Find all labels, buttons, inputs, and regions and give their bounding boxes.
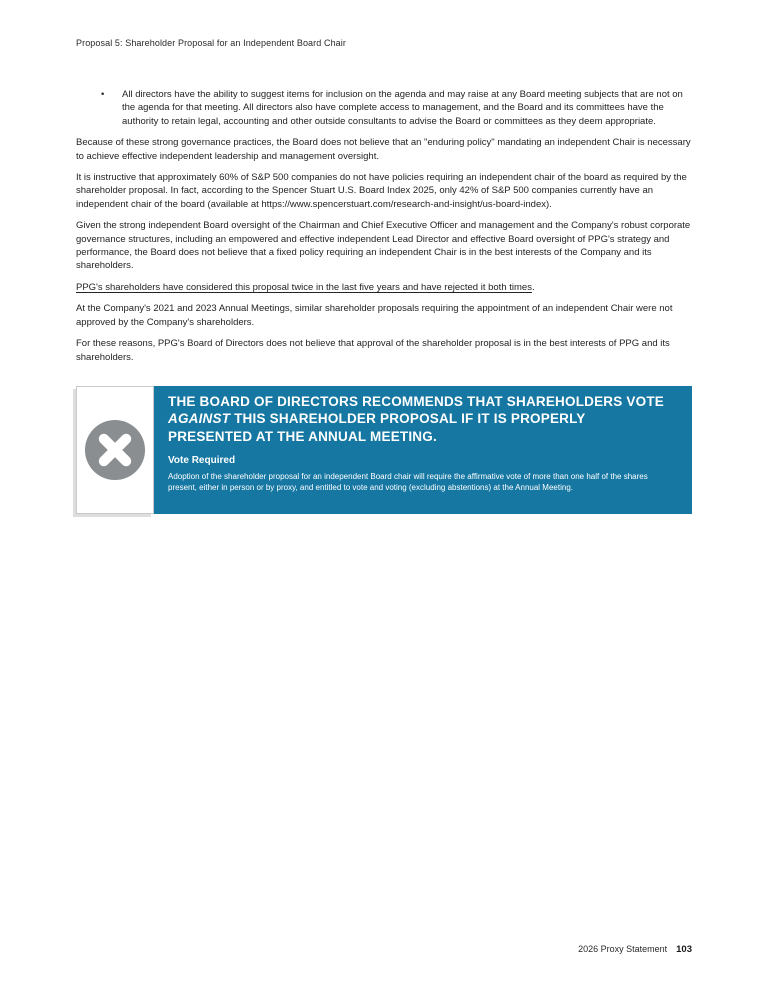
board-recommendation-box: [76, 386, 692, 514]
page-number: 103: [676, 944, 692, 955]
heading-text-pre: THE BOARD OF DIRECTORS RECOMMENDS THAT SHAREHOLDERS VOTE: [168, 393, 664, 409]
vote-required-text: Adoption of the shareholder proposal for an independent Board chair will require the affirmative vote of more than one half of the shares present, either in person or by proxy, and entitled to vote and voting (excluding abstentions) at the Annual Meeting.: [168, 472, 648, 492]
paragraph-conclusion: For these reasons, PPG's Board of Directors does not believe that approval of the shareholder proposal is in the best interests of PPG and its shareholders.: [76, 338, 670, 363]
list-item: [76, 88, 692, 128]
underlined-text: PPG's shareholders have considered this proposal twice in the last five years and have rejected it both times: [76, 281, 532, 293]
bullet-text: All directors have the ability to suggest items for inclusion on the agenda and may raise at any Board meeting subjects that are not on the agenda for that meeting. All directors also have complete access to management, and the Board and its committees have the authority to retain legal, accounting and other outside consultants to advise the Board or committees as they deem appropriate.: [122, 89, 683, 127]
bullet-list: [76, 88, 692, 128]
x-circle-icon: [84, 419, 146, 481]
statement-period: .: [531, 281, 535, 293]
vote-required-heading: Vote Required: [168, 455, 236, 467]
recommendation-panel: [154, 386, 692, 514]
page-content: [76, 88, 692, 514]
footer-label: 2026 Proxy Statement: [578, 944, 668, 954]
paragraph-sp500-statistics: It is instructive that approximately 60% of S&P 500 companies do not have policies requiring an independent chair of the board as required by the shareholder proposal. In fact, according to the Spencer Stuart U.S. Board Index 2025, only 42% of S&P 500 companies currently have an independent chair of the board (available at https://www.spencerstuart.com/research-and-insight/us-board-index).: [76, 172, 687, 210]
page-footer: [578, 944, 692, 955]
paragraph-prior-meetings: At the Company's 2021 and 2023 Annual Meetings, similar shareholder proposals requiring the appointment of an independent Chair were not approved by the Company's shareholders.: [76, 303, 673, 328]
heading-text-post: THIS SHAREHOLDER PROPOSAL IF IT IS PROPERLY PRESENTED AT THE ANNUAL MEETING.: [168, 411, 586, 444]
recommendation-heading: [168, 393, 670, 446]
running-header: Proposal 5: Shareholder Proposal for an Independent Board Chair: [76, 38, 346, 48]
icon-cell: [76, 386, 154, 514]
paragraph-governance-practices: Because of these strong governance practices, the Board does not believe that an "enduring policy" mandating an independent Chair is necessary to achieve effective independent leadership and management oversight.: [76, 137, 691, 162]
bullet-marker: •: [101, 89, 105, 100]
underlined-statement: [76, 281, 692, 294]
paragraph-board-oversight: Given the strong independent Board oversight of the Chairman and Chief Executive Officer and management and the Company's robust corporate governance structures, including an empowered and effective independent Lead Director and effective Board oversight of PPG's strategy and performance, the Board does not believe that a fixed policy requiring an independent Chair is in the best interests of the Company and its shareholders.: [76, 220, 691, 272]
heading-emphasis-against: AGAINST: [168, 411, 231, 427]
